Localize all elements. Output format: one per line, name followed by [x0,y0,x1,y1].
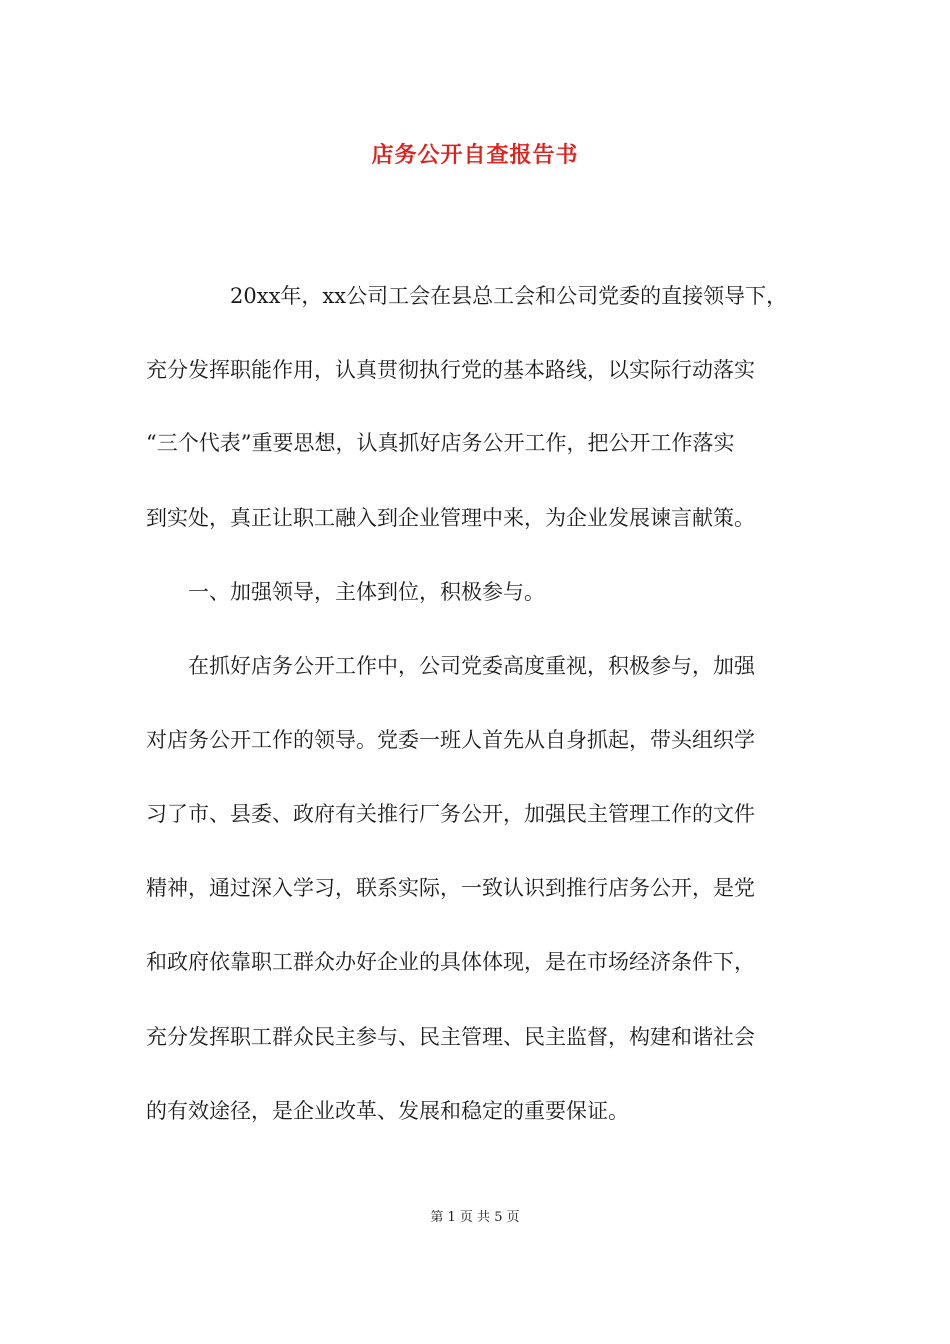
paragraph-line: 对店务公开工作的领导。党委一班人首先从自身抓起，带头组织学 [146,728,755,752]
paragraph-line: 20xx年，xx公司工会在县总工会和公司党委的直接领导下， [146,284,788,308]
paragraph-line: 的有效途径，是企业改革、发展和稳定的重要保证。 [146,1099,629,1123]
page-number-footer: 第 1 页 共 5 页 [430,1210,520,1225]
paragraph-line: 充分发挥职工群众民主参与、民主管理、民主监督，构建和谐社会 [146,1025,755,1049]
paragraph-line: 习了市、县委、政府有关推行厂务公开，加强民主管理工作的文件 [146,802,755,826]
paragraph-line: 在抓好店务公开工作中，公司党委高度重视，积极参与，加强 [146,654,755,678]
paragraph-line: “三个代表”重要思想，认真抓好店务公开工作，把公开工作落实 [146,431,735,455]
document-title: 店务公开自查报告书 [371,142,579,168]
paragraph-line: 精神，通过深入学习，联系实际，一致认识到推行店务公开，是党 [146,876,755,900]
section-heading: 一、加强领导，主体到位，积极参与。 [146,580,545,604]
paragraph-line: 到实处，真正让职工融入到企业管理中来，为企业发展谏言献策。 [146,506,755,530]
paragraph-line: 和政府依靠职工群众办好企业的具体体现，是在市场经济条件下， [146,950,755,974]
paragraph-line: 充分发挥职能作用，认真贯彻执行党的基本路线，以实际行动落实 [146,358,755,382]
